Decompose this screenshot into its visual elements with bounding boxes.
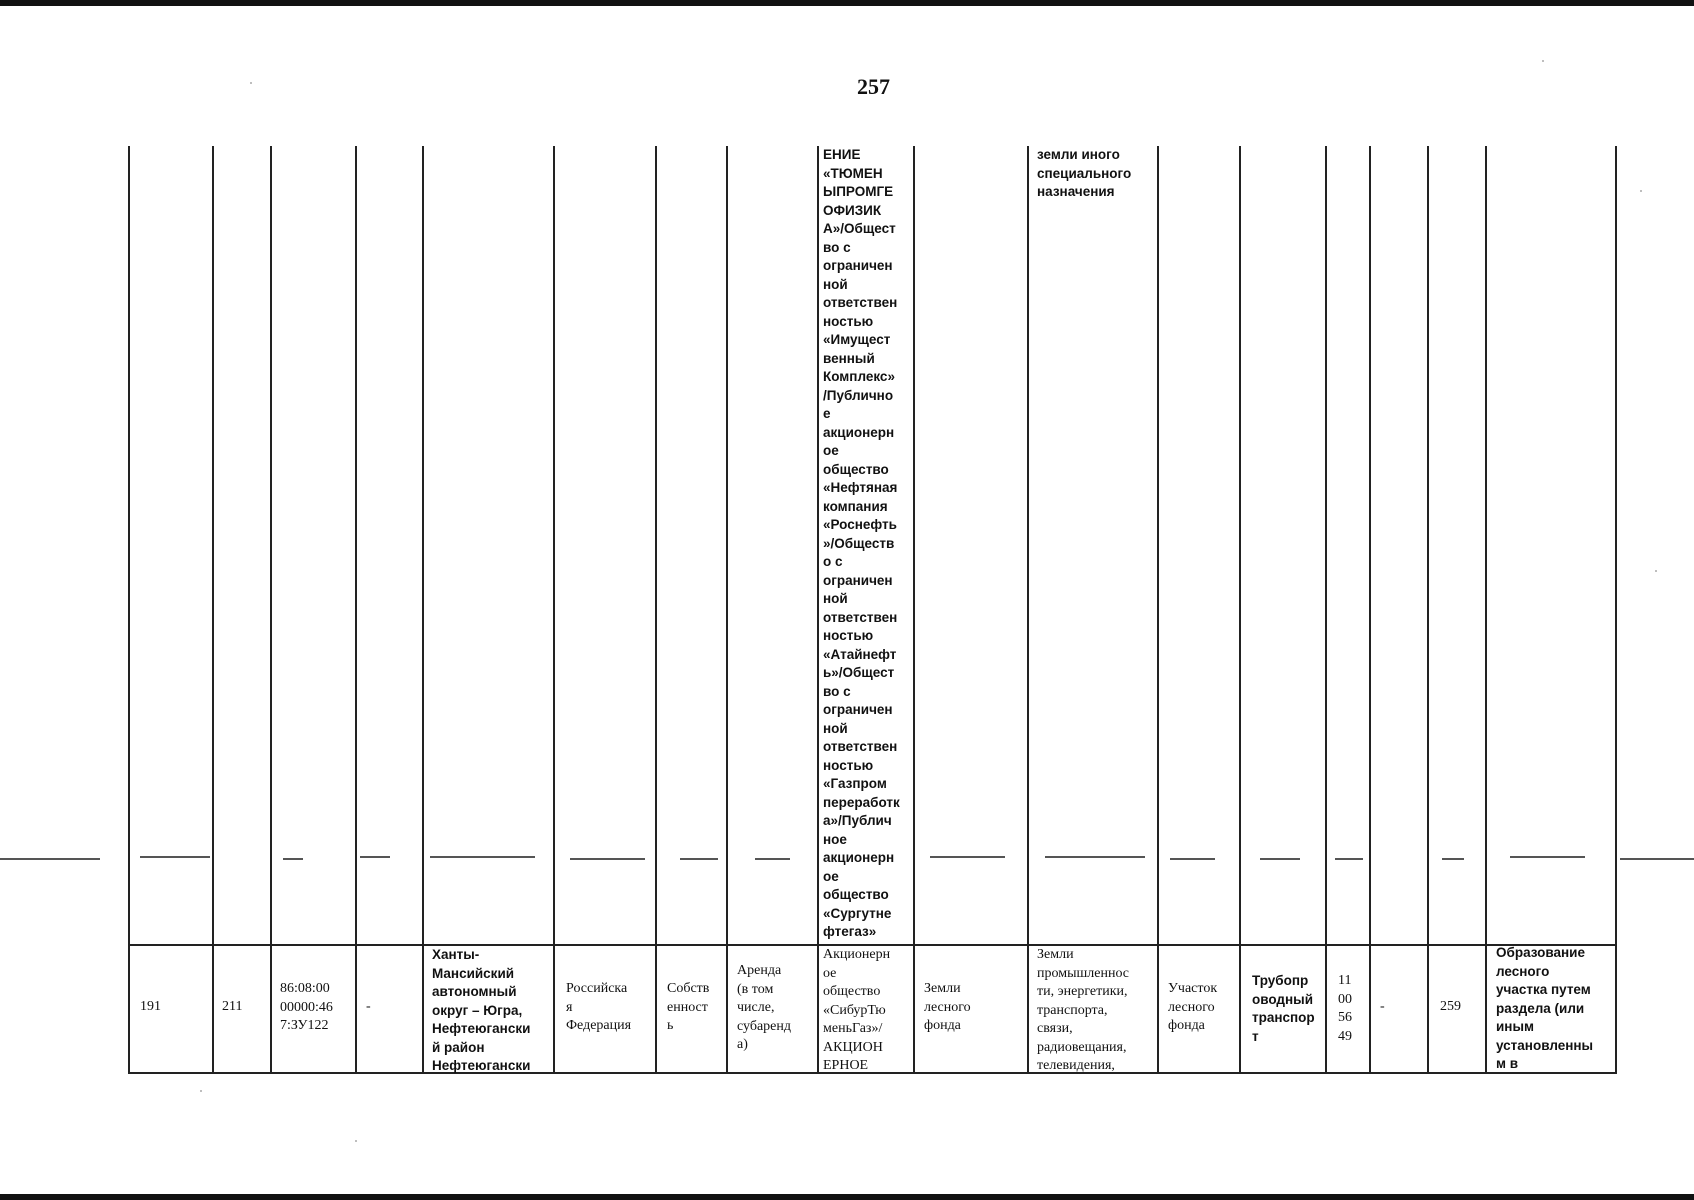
column-border bbox=[1157, 146, 1159, 1074]
fold-mark bbox=[1335, 858, 1363, 860]
cell-land-category: Земли лесного фонда bbox=[924, 981, 971, 1033]
column-border bbox=[1239, 146, 1241, 1074]
column-border bbox=[726, 146, 728, 1074]
column-border bbox=[270, 146, 272, 1074]
fold-mark bbox=[0, 858, 100, 860]
cell-row-number: 191 bbox=[140, 999, 161, 1014]
column-border bbox=[422, 146, 424, 1074]
fold-mark bbox=[1170, 858, 1215, 860]
cell-area: 11 00 56 49 bbox=[1338, 973, 1352, 1044]
cell-holders: Акционерн ое общество «СибурТю меньГаз»/ АКЦИОН ЕРНОЕ bbox=[823, 947, 891, 1073]
column-border bbox=[817, 146, 819, 1074]
cell-dash: - bbox=[366, 999, 371, 1014]
column-border bbox=[1325, 146, 1327, 1074]
cell-encumbrance: Аренда (в том числе, субаренд а) bbox=[737, 963, 792, 1052]
scan-speckle bbox=[200, 1090, 202, 1092]
cell-location: Ханты- Мансийский автономный округ – Югра, Нефтеюгански й район Нефтеюгански bbox=[432, 947, 531, 1073]
column-border bbox=[1615, 146, 1617, 1074]
cell-owner: Российска я Федерация bbox=[566, 981, 632, 1033]
column-border bbox=[1485, 146, 1487, 1074]
fold-mark bbox=[283, 858, 303, 860]
fold-mark bbox=[680, 858, 718, 860]
column-border bbox=[355, 146, 357, 1074]
cell-record-id: 211 bbox=[222, 999, 243, 1014]
cell-object-type: Участок лесного фонда bbox=[1168, 981, 1218, 1033]
scan-speckle bbox=[1655, 570, 1657, 572]
column-border bbox=[1427, 146, 1429, 1074]
column-border bbox=[1027, 146, 1029, 1074]
cell-permitted-use: Земли промышленнос ти, энергетики, транспорта, связи, радиовещания, телевидения, bbox=[1037, 947, 1130, 1073]
cell-formation-method: Образование лесного участка путем раздела (или иным установленны м в bbox=[1496, 945, 1594, 1071]
fold-mark bbox=[570, 858, 645, 860]
column-border bbox=[655, 146, 657, 1074]
cell-cadastral-number: 86:08:00 00000:46 7:ЗУ122 bbox=[280, 981, 333, 1033]
column-border bbox=[1369, 146, 1371, 1074]
scan-speckle bbox=[250, 82, 252, 84]
scan-speckle bbox=[1542, 60, 1544, 62]
fold-mark bbox=[1045, 856, 1145, 858]
column-border bbox=[212, 146, 214, 1074]
permitted-use-continued-cell: земли иного специального назначения bbox=[1037, 147, 1132, 199]
scan-speckle bbox=[1640, 190, 1642, 192]
cell-dash: - bbox=[1380, 999, 1385, 1014]
fold-mark bbox=[430, 856, 535, 858]
fold-mark bbox=[140, 856, 210, 858]
fold-mark bbox=[755, 858, 790, 860]
page-number: 257 bbox=[857, 74, 890, 99]
scan-top-edge bbox=[0, 0, 1694, 6]
owners-continued-cell: ЕНИЕ «ТЮМЕН ЫПРОМГЕ ОФИЗИК А»/Общест во с ограничен ной ответствен ностью «Имущест венный Комплекс» /Публично е акционерн ое общество «Нефтяная компания «Роснефть »/Обществ о с ограничен ной ответствен ностью «Атайнефт ь»/Общест во с ограничен ной ответствен ностью «Газпром переработк а»/Публич ное акционерн ое общество «Сургутне фтегаз» bbox=[823, 147, 900, 939]
column-border bbox=[128, 146, 130, 1074]
scan-bottom-edge bbox=[0, 1194, 1694, 1200]
fold-mark bbox=[1510, 856, 1585, 858]
column-border bbox=[553, 146, 555, 1074]
cell-purpose: Трубопр оводный транспор т bbox=[1252, 973, 1315, 1044]
cell-right-type: Собств енност ь bbox=[667, 981, 710, 1033]
column-border bbox=[913, 146, 915, 1074]
fold-mark bbox=[360, 856, 390, 858]
fold-mark bbox=[1260, 858, 1300, 860]
scan-speckle bbox=[355, 1140, 357, 1142]
cell-ref-number: 259 bbox=[1440, 999, 1461, 1014]
fold-mark bbox=[930, 856, 1005, 858]
fold-mark bbox=[1442, 858, 1464, 860]
fold-mark bbox=[1620, 858, 1694, 860]
